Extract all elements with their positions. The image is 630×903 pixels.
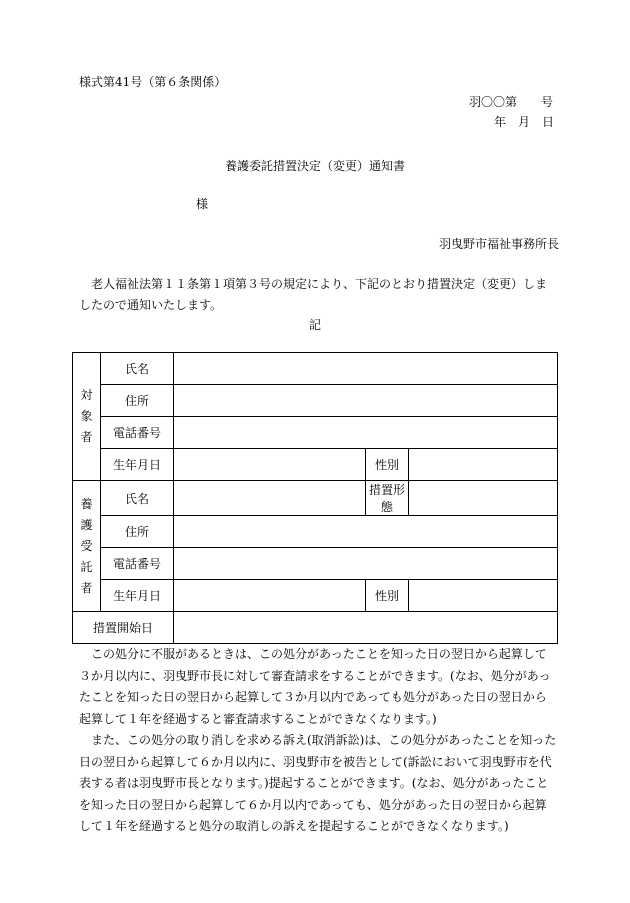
form-table xyxy=(72,352,558,644)
caregiver-group-label: 養 護 受 託 者 xyxy=(73,481,101,612)
subject-sex-field[interactable] xyxy=(409,449,558,481)
caregiver-birthdate-label: 生年月日 xyxy=(101,580,174,612)
subject-phone-row xyxy=(73,417,558,449)
caregiver-phone-row xyxy=(73,548,558,580)
caregiver-name-field[interactable] xyxy=(174,481,366,516)
caregiver-address-label: 住所 xyxy=(101,516,174,548)
subject-address-field[interactable] xyxy=(174,385,558,417)
caregiver-sex-label: 性別 xyxy=(366,580,409,612)
subject-group-label: 対 象 者 xyxy=(73,353,101,481)
subject-sex-label: 性別 xyxy=(366,449,409,481)
addressee-suffix: 様 xyxy=(196,197,209,211)
caregiver-birthdate-field[interactable] xyxy=(174,580,366,612)
appeal-notice-paragraph: この処分に不服があるときは、この処分があったことを知った日の翌日から起算して３か月以内に、羽曳野市長に対して審査請求をすることができます。(なお、処分があったことを知った日の翌日から起算して３か月以内であっても処分があった日の翌日から起算して１年を経過すると審査請求することができなくなります。) xyxy=(79,647,551,726)
start-date-field[interactable] xyxy=(174,612,558,644)
caregiver-name-label: 氏名 xyxy=(101,481,174,516)
measure-form-label: 措置形態 xyxy=(366,481,409,516)
document-date: 年 月 日 xyxy=(494,115,555,129)
lawsuit-notice-paragraph: また、この処分の取り消しを求める訴え(取消訴訟)は、この処分があったことを知った日の翌日から起算して６か月以内に、羽曳野市を被告として(訴訟において羽曳野市を代表する者は羽曳野市長となります。)提起することができます。(なお、処分があったことを知った日の翌日から起算して６か月以内であっても、処分があった日の翌日から起算して１年を経過すると処分の取消しの訴えを提起することができなくなります。) xyxy=(79,733,557,833)
subject-phone-label: 電話番号 xyxy=(101,417,174,449)
subject-name-field[interactable] xyxy=(174,353,558,385)
subject-birthdate-field[interactable] xyxy=(174,449,366,481)
form-number: 様式第41号（第６条関係） xyxy=(79,75,227,89)
notice-section xyxy=(79,644,557,838)
subject-name-row xyxy=(73,353,558,385)
subject-birth-row xyxy=(73,449,558,481)
subject-name-label: 氏名 xyxy=(101,353,174,385)
caregiver-phone-field[interactable] xyxy=(174,548,558,580)
caregiver-address-row xyxy=(73,516,558,548)
subject-address-row xyxy=(73,385,558,417)
ki-heading: 記 xyxy=(308,318,321,332)
caregiver-phone-label: 電話番号 xyxy=(101,548,174,580)
subject-phone-field[interactable] xyxy=(174,417,558,449)
subject-address-label: 住所 xyxy=(101,385,174,417)
issuer: 羽曳野市福祉事務所長 xyxy=(438,237,559,251)
document-number: 羽〇〇第 号 xyxy=(469,95,554,109)
caregiver-name-row xyxy=(73,481,558,516)
caregiver-address-field[interactable] xyxy=(174,516,558,548)
measure-form-field[interactable] xyxy=(409,481,558,516)
subject-birthdate-label: 生年月日 xyxy=(101,449,174,481)
intro-paragraph: 老人福祉法第１１条第１項第３号の規定により、下記のとおり措置決定（変更）しましたので通知いたします。 xyxy=(79,277,548,312)
start-date-row xyxy=(73,612,558,644)
caregiver-sex-field[interactable] xyxy=(409,580,558,612)
caregiver-birth-row xyxy=(73,580,558,612)
document-title: 養護委託措置決定（変更）通知書 xyxy=(224,159,405,173)
start-date-label: 措置開始日 xyxy=(73,612,174,644)
